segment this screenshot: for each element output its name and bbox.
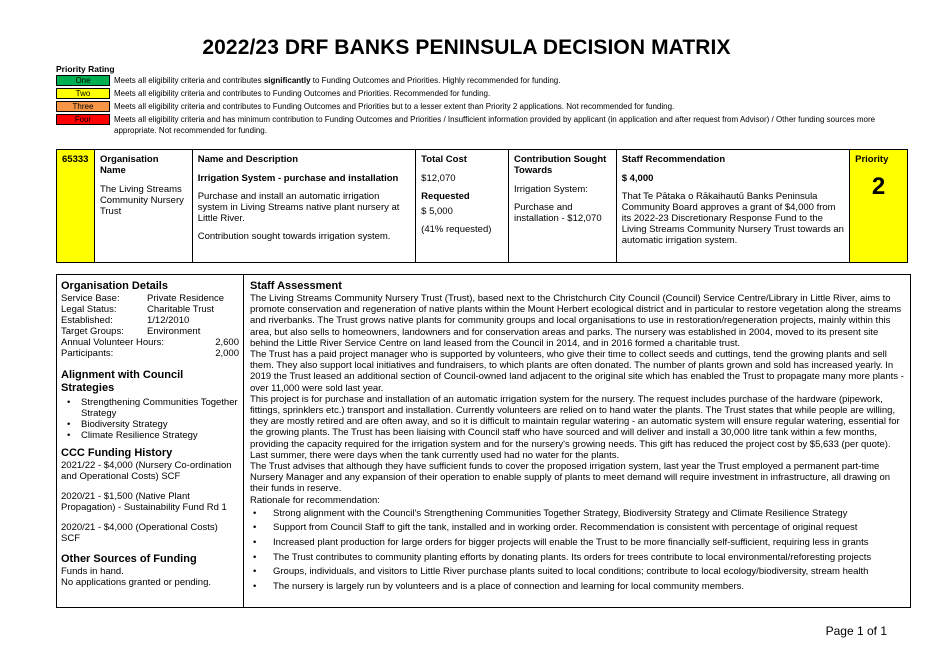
legend-text-one: Meets all eligibility criteria and contributes significantly to Funding Outcomes and Priorities. Highly recommended for funding. <box>114 76 561 85</box>
funding-history-item: 2020/21 - $1,500 (Native Plant Propagation) - Sustainability Fund Rd 1 <box>61 491 227 513</box>
project-title: Irrigation System - purchase and installation <box>197 173 399 184</box>
list-item: • Biodiversity Strategy <box>67 419 239 430</box>
priority-swatch-two: Two <box>56 88 110 99</box>
organisation-header: Organisation Name <box>99 154 159 176</box>
list-item: • Support from Council Staff to gift the tank, installed and in working order. Recommendation is consistent with percentage of original request <box>250 522 904 533</box>
other-funding-line: No applications granted or pending. <box>61 577 211 588</box>
list-item: • Strengthening Communities Together Strategy <box>67 397 239 419</box>
list-item: • Climate Resilience Strategy <box>67 430 239 441</box>
requested-amount: $ 5,000 <box>421 206 453 217</box>
org-field: Established: 1/12/2010 <box>61 315 190 326</box>
priority-legend <box>56 64 876 138</box>
application-summary-table <box>56 149 908 263</box>
list-item: • The nursery is largely run by volunteers and is a place of connection and learning for local community members. <box>250 581 904 592</box>
priority-swatch-three: Three <box>56 101 110 112</box>
requested-label: Requested <box>421 191 470 202</box>
total-cost-value: $12,070 <box>421 173 456 184</box>
assessment-paragraph: This project is for purchase and installation of an automatic irrigation system for the nursery. The request includes purchase of the hardware (pipework, fittings, sprinklers etc.) transport and installation. Currently volunteers are relied on to hand water the plants. The Trust states that while people are willing, they are mostly retired and are often away, and so it is difficult to maintain regular watering - an automatic system will ensure regular watering, essential for the growing plants. The Trust has been liaising with Council staff who have sourced and will deliver and install a 30,000 litre tank within a few months, providing the capacity required for the irrigation system and for the nursery's growing needs. This gift has reduced the project cost by $5,633 (per quote). Last summer, there were days when the tank currently used had no water for the plants. <box>250 393 900 461</box>
priority-value: 2 <box>871 173 886 200</box>
list-item: • The Trust contributes to community planting efforts by donating plants. Its orders for trees contribute to local environmental/reforesting projects <box>250 552 904 563</box>
legend-heading: Priority Rating <box>56 64 115 74</box>
organisation-column <box>95 150 193 262</box>
name-description-header: Name and Description <box>197 154 299 165</box>
other-funding-title: Other Sources of Funding <box>61 553 197 565</box>
legend-row-two <box>56 88 876 99</box>
alignment-list <box>61 397 239 441</box>
contribution-header: Contribution Sought Towards <box>513 154 607 176</box>
priority-header: Priority <box>855 154 889 165</box>
assessment-paragraph: The Living Streams Community Nursery Trust (Trust), based next to the Christchurch City Council (Council) Service Centre/Library in Little River, aims to promote conservation and regeneration of native plants within the Mount Herbert ecological district and in particular to restore vegetation along the streams and riverbanks. The Trust grows native plants for community groups and local organisations to use in restoration/regeneration projects, mainly within this area, but also sells to homeowners, landowners and for conservation areas and parks. The nursery was established in 2004, moved to its present site behind the Little River Service Centre on land leased from the Council in 2014, and in 2016 formed a charitable trust. <box>250 293 902 349</box>
legend-row-one <box>56 75 876 86</box>
page-title: 2022/23 DRF BANKS PENINSULA DECISION MATRIX <box>202 36 731 59</box>
assessment-paragraph: The Trust has a paid project manager who is supported by volunteers, who give their time to collect seeds and cuttings, tend the growing plants and sell them. They also support local initiatives and fundraisers, to which plants are often donated. The number of plants grown and sold has increased yearly. In 2019 the Trust leased an additional section of Council-owned land adjacent to the original site which has enabled the Trust to propagate many more plants - over 11,000 were sold last year. <box>250 349 904 394</box>
org-field: Target Groups: Environment <box>61 326 201 337</box>
application-id: 65333 <box>57 150 95 262</box>
project-description: Purchase and install an automatic irrigation system in Living Streams native plant nursery at Little River. <box>197 191 400 224</box>
requested-percentage: (41% requested) <box>421 224 492 235</box>
org-field: Service Base: Private Residence <box>61 293 225 304</box>
staff-assessment-title: Staff Assessment <box>250 280 342 292</box>
organisation-name: The Living Streams Community Nursery Trust <box>99 184 184 217</box>
list-item: • Groups, individuals, and visitors to Little River purchase plants suited to local conditions; contribute to local ecology/biodiversity, stream health <box>250 566 904 577</box>
org-details-title: Organisation Details <box>61 280 168 292</box>
contribution-item: Irrigation System: <box>513 184 588 195</box>
legend-text-four: Meets all eligibility criteria and has minimum contribution to Funding Outcomes and Priorities / Insufficient information provided by applicant (in application and after request from Advisor) / Other funding sources more appropriate. Not recommended for funding. <box>114 115 876 135</box>
list-item: • Strong alignment with the Council's Strengthening Communities Together Strategy, Biodiversity Strategy and Climate Resilience Strategy <box>250 508 904 519</box>
project-note: Contribution sought towards irrigation system. <box>197 231 391 242</box>
org-number: Annual Volunteer Hours: 2,600 <box>61 337 239 348</box>
contribution-detail: Purchase and installation - $12,070 <box>513 202 602 224</box>
organisation-sidebar <box>57 275 244 607</box>
legend-row-four <box>56 114 876 136</box>
funding-history-item: 2021/22 - $4,000 (Nursery Co-ordination and Operational Costs) SCF <box>61 460 232 482</box>
recommendation-text: That Te Pātaka o Rākaihautū Banks Peninsula Community Board approves a grant of $4,000 from its 2022-23 Discretionary Response Fund to the Living Streams Community Nursery Trust towards an automatic irrigation system. <box>621 191 844 246</box>
funding-history-title: CCC Funding History <box>61 447 173 459</box>
total-cost-header: Total Cost <box>421 154 467 165</box>
funding-history-item: 2020/21 - $4,000 (Operational Costs) SCF <box>61 522 218 544</box>
legend-row-three <box>56 101 876 112</box>
assessment-paragraph: The Trust advises that although they have sufficient funds to cover the proposed irrigation system, last year the Trust employed a permanent part-time Nursery Manager and any expansion of their operation to enable supply of plants to meet demand will require investment in infrastructure, all drawing on their funds in reserve. <box>250 461 891 495</box>
staff-assessment <box>244 275 910 607</box>
contribution-column <box>509 150 617 262</box>
priority-swatch-four: Four <box>56 114 110 125</box>
alignment-title: Alignment with Council Strategies <box>61 369 184 394</box>
recommended-amount: $ 4,000 <box>621 173 654 184</box>
org-field: Legal Status: Charitable Trust <box>61 304 215 315</box>
name-description-column <box>193 150 416 262</box>
legend-text-two: Meets all eligibility criteria and contributes to Funding Outcomes and Priorities. Recommended for funding. <box>114 89 491 98</box>
org-number: Participants: 2,000 <box>61 348 239 359</box>
priority-column <box>850 150 907 262</box>
list-item: • Increased plant production for large orders for bigger projects will enable the Trust to be more financially self-sufficient, requiring less in grants <box>250 537 904 548</box>
page-number: Page 1 of 1 <box>825 624 887 638</box>
rationale-list <box>250 508 904 592</box>
staff-recommendation-column <box>617 150 850 262</box>
legend-text-three: Meets all eligibility criteria and contributes to Funding Outcomes and Priorities but to a lesser extent than Priority 2 applications. Not recommended for funding. <box>114 102 675 111</box>
other-funding-line: Funds in hand. <box>61 566 124 577</box>
staff-recommendation-header: Staff Recommendation <box>621 154 726 165</box>
total-cost-column <box>416 150 509 262</box>
priority-swatch-one: One <box>56 75 110 86</box>
assessment-section <box>56 274 911 608</box>
rationale-label: Rationale for recommendation: <box>250 494 380 506</box>
